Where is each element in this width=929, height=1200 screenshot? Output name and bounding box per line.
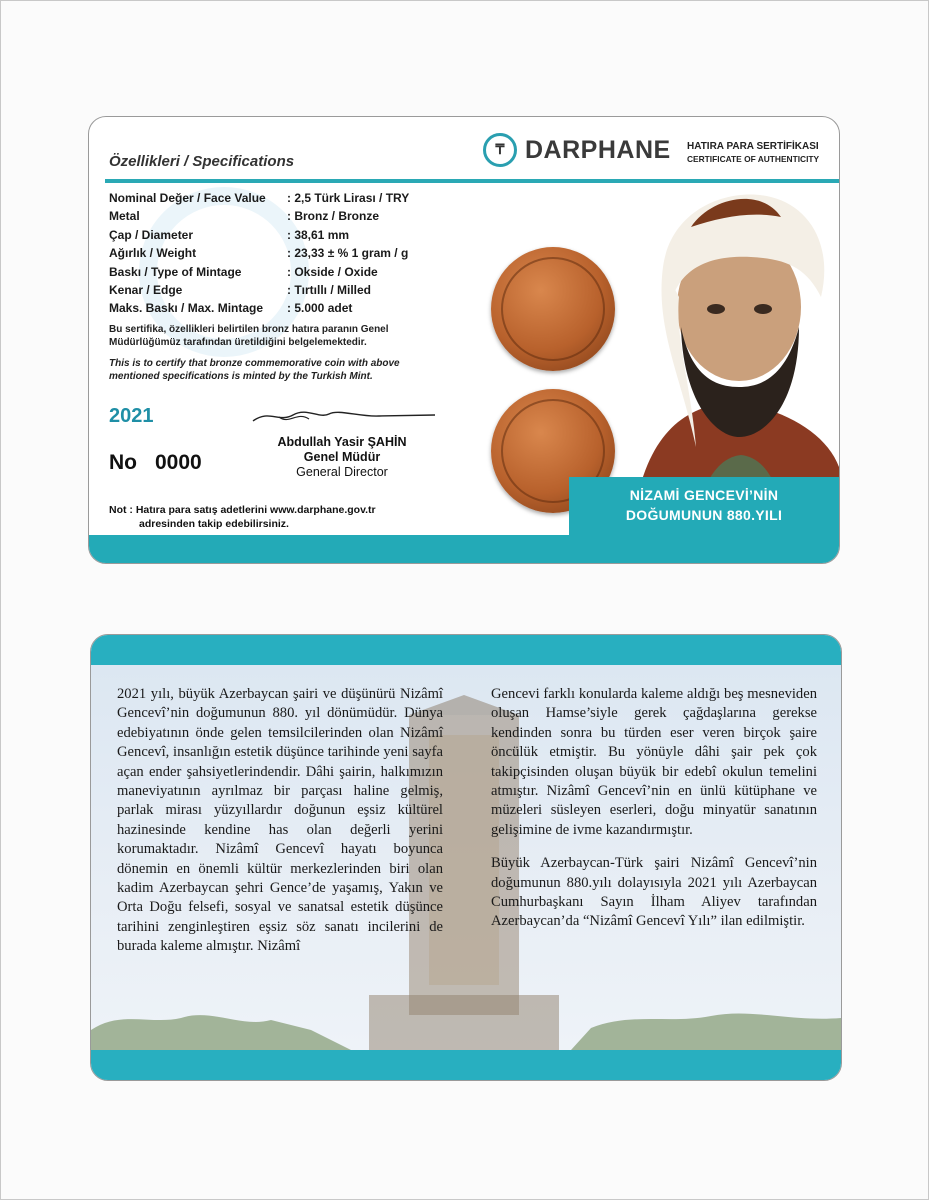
spec-label: Nominal Değer / Face Value bbox=[109, 191, 266, 205]
spec-value: : 38,61 mm bbox=[287, 227, 350, 242]
spec-row bbox=[109, 226, 409, 244]
spec-row bbox=[109, 207, 409, 225]
bottom-accent-band bbox=[89, 535, 839, 563]
specs-table bbox=[109, 189, 409, 318]
spec-row bbox=[109, 263, 409, 281]
spec-value: : 2,5 Türk Lirası / TRY bbox=[287, 191, 410, 205]
paragraph: Gencevi farklı konularda kaleme aldığı beş mesneviden oluşan Hamse’siyle gerek çağdaşlarına gerekse kendinden sonra bu türden eser veren birçok şaire öncülük etmiştir. Bu yönüyle dâhi şair pek çok takipçisinden oluşan büyük bir edebî okulun temelini atmıştır. Nizâmî Gencevî’nin en ünlü kütüphane ve müzeleri süsleyen eserleri, doğu minyatür sanatının gelişimine de ivme kazandırmıştır. bbox=[491, 686, 817, 838]
serial-value: 0000 bbox=[155, 451, 202, 474]
spec-value: : Tırtıllı / Milled bbox=[287, 282, 371, 297]
specs-title: Özellikleri / Specifications bbox=[109, 153, 295, 170]
signer-name: Abdullah Yasir ŞAHİN bbox=[277, 435, 407, 449]
certificate-front bbox=[88, 116, 840, 564]
spec-row bbox=[109, 244, 409, 262]
darphane-emblem-icon: ₸ bbox=[483, 133, 517, 167]
spec-label: Maks. Baskı / Max. Mintage bbox=[109, 301, 264, 316]
serial-label: No bbox=[109, 451, 137, 474]
title-line-2: DOĞUMUNUN 880.YILI bbox=[625, 507, 783, 523]
bottom-accent-band bbox=[91, 1050, 841, 1080]
signature-image bbox=[249, 405, 439, 427]
paragraph: Büyük Azerbaycan-Türk şairi Nizâmî Gencevî’nin doğumunun 880.yılı dolayısıyla 2021 yılı Azerbaycan Cumhurbaşkanı Sayın İlham Aliyev tarafından Azerbaycan’da “Nizâmî Gencevî Yılı” ilan edilmiştir. bbox=[491, 855, 817, 930]
top-accent-band bbox=[91, 635, 841, 665]
text-column-right bbox=[491, 685, 817, 946]
darphane-logo bbox=[483, 133, 671, 167]
footnote bbox=[109, 503, 439, 531]
spec-row bbox=[109, 281, 409, 299]
spec-row bbox=[109, 299, 409, 317]
commemorative-title bbox=[579, 485, 829, 525]
accent-divider bbox=[105, 179, 839, 183]
spec-label: Metal bbox=[109, 209, 140, 224]
certificate-note-tr: Bu sertifika, özellikleri belirtilen bronz hatıra paranın Genel Müdürlüğümüz tarafından üretildiğini belgelemektedir. bbox=[109, 324, 389, 348]
signer-title-tr: Genel Müdür bbox=[303, 450, 381, 464]
certificate-heading-en: CERTIFICATE OF AUTHENTICITY bbox=[687, 154, 820, 164]
spec-value: : 5.000 adet bbox=[287, 301, 353, 316]
coin-obverse-image bbox=[491, 247, 615, 371]
title-line-1: NİZAMİ GENCEVİ’NİN bbox=[629, 487, 779, 503]
certificate-note-en: This is to certify that bronze commemorative coin with above mentioned specifications is minted by the Turkish Mint. bbox=[109, 358, 400, 382]
footnote-line-2: adresinden takip edebilirsiniz. bbox=[139, 518, 289, 530]
spec-value: : Bronz / Bronze bbox=[287, 209, 379, 224]
spec-label: Çap / Diameter bbox=[109, 227, 194, 242]
spec-label: Ağırlık / Weight bbox=[109, 246, 197, 261]
certificate-heading-tr: HATIRA PARA SERTİFİKASI bbox=[687, 141, 819, 152]
serial-number bbox=[109, 451, 202, 475]
signer-block bbox=[257, 435, 427, 480]
brand-name: DARPHANE bbox=[525, 135, 671, 164]
footnote-line-1: Not : Hatıra para satış adetlerini www.darphane.gov.tr bbox=[109, 504, 376, 516]
spec-row bbox=[109, 189, 409, 207]
mint-year: 2021 bbox=[109, 405, 154, 427]
trees-image bbox=[91, 1000, 841, 1050]
spec-value: : Okside / Oxide bbox=[287, 264, 378, 279]
text-column-left bbox=[117, 685, 443, 971]
spec-label: Kenar / Edge bbox=[109, 282, 183, 297]
spec-label: Baskı / Type of Mintage bbox=[109, 264, 242, 279]
paragraph: 2021 yılı, büyük Azerbaycan şairi ve düşünürü Nizâmî Gencevî’nin doğumunun 880. yıl dönümüdür. Dünya edebiyatının önde gelen temsilcilerinden olan Nizâmî Gencevî, insanlığın estetik düşünce tarihinde yeni sayfa açan ender şahsiyetlerindendir. Dâhi şairin, halkımızın maneviyatının ayrılmaz bir parçası haline gelmiş, parlak mirası yüzyıllardır doğunun eşsiz kültürel hazinesinde kendine has olan değerli yerini korumaktadır. Nizâmî Gencevî hayatı boyunca dönemin en önemli kültür merkezlerinden biri olan kadim Azerbaycan şehri Gence’de yaşamış, Yakın ve Orta Doğu felsefi, sosyal ve sanatsal estetik düşünce tarihini zenginleştiren eşsiz söz sanatı incilerini de burada kaleme almıştır. Nizâmî bbox=[117, 686, 443, 955]
certificate-heading bbox=[687, 141, 819, 165]
signer-title-en: General Director bbox=[296, 465, 388, 479]
certificate-back bbox=[90, 634, 842, 1081]
spec-value: : 23,33 ± % 1 gram / g bbox=[287, 246, 409, 261]
